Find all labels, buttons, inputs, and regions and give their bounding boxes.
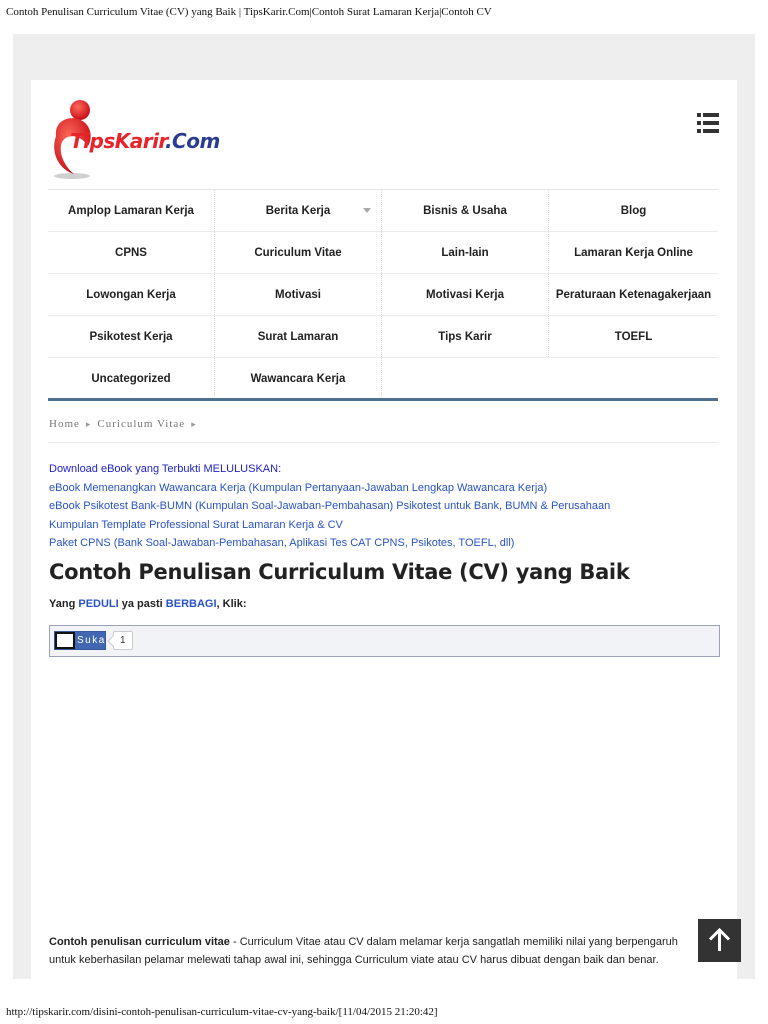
ebook-promo: [49, 460, 610, 553]
back-to-top-button[interactable]: [698, 919, 741, 962]
menu-icon-line: [703, 129, 719, 133]
like-label: Suka: [77, 635, 106, 646]
nav-accent-bar: [48, 398, 718, 401]
menu-icon-dot: [697, 121, 701, 125]
share-prefix: Yang: [49, 598, 76, 610]
nav-item-surat-lamaran[interactable]: Surat Lamaran: [215, 316, 382, 357]
nav-item-curiculum-vitae[interactable]: Curiculum Vitae: [215, 232, 382, 273]
nav-item-lamaran-kerja-online[interactable]: Lamaran Kerja Online: [574, 246, 693, 259]
site-logo-text[interactable]: [70, 129, 220, 153]
like-button[interactable]: [54, 631, 106, 650]
like-count: 1: [113, 631, 133, 650]
breadcrumb-category[interactable]: Curiculum Vitae: [97, 418, 186, 430]
nav-item-uncategorized[interactable]: Uncategorized: [48, 358, 215, 399]
nav-item-berita-kerja[interactable]: [215, 190, 382, 231]
article-title: Contoh Penulisan Curriculum Vitae (CV) yang Baik: [49, 560, 630, 584]
category-nav: [48, 189, 718, 400]
chevron-right-icon: ▸: [191, 418, 197, 429]
nav-item-psikotest-kerja[interactable]: Psikotest Kerja: [48, 316, 215, 357]
nav-item-lain-lain[interactable]: Lain-lain: [382, 232, 549, 273]
chevron-right-icon: ▸: [85, 418, 92, 429]
share-peduli: PEDULI: [78, 598, 119, 610]
print-footer: http://tipskarir.com/disini-contoh-penulisan-curriculum-vitae-cv-yang-baik/[11/04/2015 21:20:42]: [6, 1006, 438, 1018]
nav-item-cpns[interactable]: CPNS: [48, 232, 215, 273]
nav-item-wawancara-kerja[interactable]: Wawancara Kerja: [215, 358, 382, 399]
like-icon: [55, 632, 75, 649]
nav-empty-cell: [382, 358, 718, 399]
menu-icon-dot: [697, 113, 701, 117]
logo-text-main: TipsKarir: [70, 129, 165, 153]
print-header: Contoh Penulisan Curriculum Vitae (CV) yang Baik | TipsKarir.Com|Contoh Surat Lamaran Kerja|Contoh CV: [6, 6, 492, 18]
ebook-heading: Download eBook yang Terbukti MELULUSKAN:: [49, 463, 282, 475]
share-prompt: [49, 598, 246, 610]
intro-keyword: Contoh penulisan curriculum vitae: [49, 936, 230, 948]
share-suffix: , Klik:: [216, 598, 247, 610]
nav-item-toefl[interactable]: TOEFL: [614, 330, 653, 343]
nav-item-tips-karir[interactable]: Tips Karir: [382, 316, 549, 357]
nav-row: [48, 190, 718, 232]
divider: [48, 442, 718, 443]
breadcrumb: [49, 418, 197, 430]
caret-down-icon: [363, 208, 371, 213]
nav-item-label: Berita Kerja: [265, 204, 331, 217]
like-widget: [49, 625, 720, 657]
ebook-link-wawancara[interactable]: eBook Memenangkan Wawancara Kerja (Kumpulan Pertanyaan-Jawaban Lengkap Wawancara Kerja): [49, 481, 548, 494]
nav-item-lowongan-kerja[interactable]: Lowongan Kerja: [48, 274, 215, 315]
ebook-link-paket-cpns[interactable]: Paket CPNS (Bank Soal-Jawaban-Pembahasan, Aplikasi Tes CAT CPNS, Psikotes, TOEFL, dll): [49, 537, 515, 549]
nav-item-blog[interactable]: Blog: [620, 204, 647, 217]
share-berbagi: BERBAGI: [165, 598, 217, 610]
nav-row: [48, 274, 718, 316]
nav-row: [48, 358, 718, 400]
intro-text: - Curriculum Vitae atau CV dalam melamar kerja sangatlah memiliki nilai yang berpengaruh untuk keberhasilan pelamar melewati tahap awal ini, sehingga Curriculum viate atau CV harus dibuat dengan baik dan benar.: [49, 936, 678, 966]
arrow-up-icon: [698, 919, 741, 962]
article-intro: [49, 933, 704, 969]
share-middle: ya pasti: [121, 598, 163, 610]
nav-item-motivasi-kerja[interactable]: Motivasi Kerja: [382, 274, 549, 315]
nav-row: [48, 316, 718, 358]
nav-item-bisnis-usaha[interactable]: Bisnis & Usaha: [382, 190, 549, 231]
logo-text-suffix: .Com: [164, 129, 220, 153]
nav-item-peraturaan-ketenagakerjaan[interactable]: Peraturaan Ketenagakerjaan: [555, 288, 712, 301]
menu-icon-line: [703, 121, 719, 125]
ebook-link-template-surat[interactable]: Kumpulan Template Professional Surat Lamaran Kerja & CV: [49, 518, 343, 531]
nav-row: [48, 232, 718, 274]
breadcrumb-home[interactable]: Home: [49, 418, 80, 430]
nav-item-motivasi[interactable]: Motivasi: [215, 274, 382, 315]
ebook-link-psikotest[interactable]: eBook Psikotest Bank-BUMN (Kumpulan Soal-Jawaban-Pembahasan) Psikotest untuk Bank, BUMN & Perusahaan: [49, 500, 611, 512]
nav-item-amplop-lamaran-kerja[interactable]: Amplop Lamaran Kerja: [48, 190, 215, 231]
hamburger-list-icon[interactable]: [697, 113, 719, 133]
menu-icon-dot: [697, 129, 701, 133]
menu-icon-line: [703, 113, 719, 117]
